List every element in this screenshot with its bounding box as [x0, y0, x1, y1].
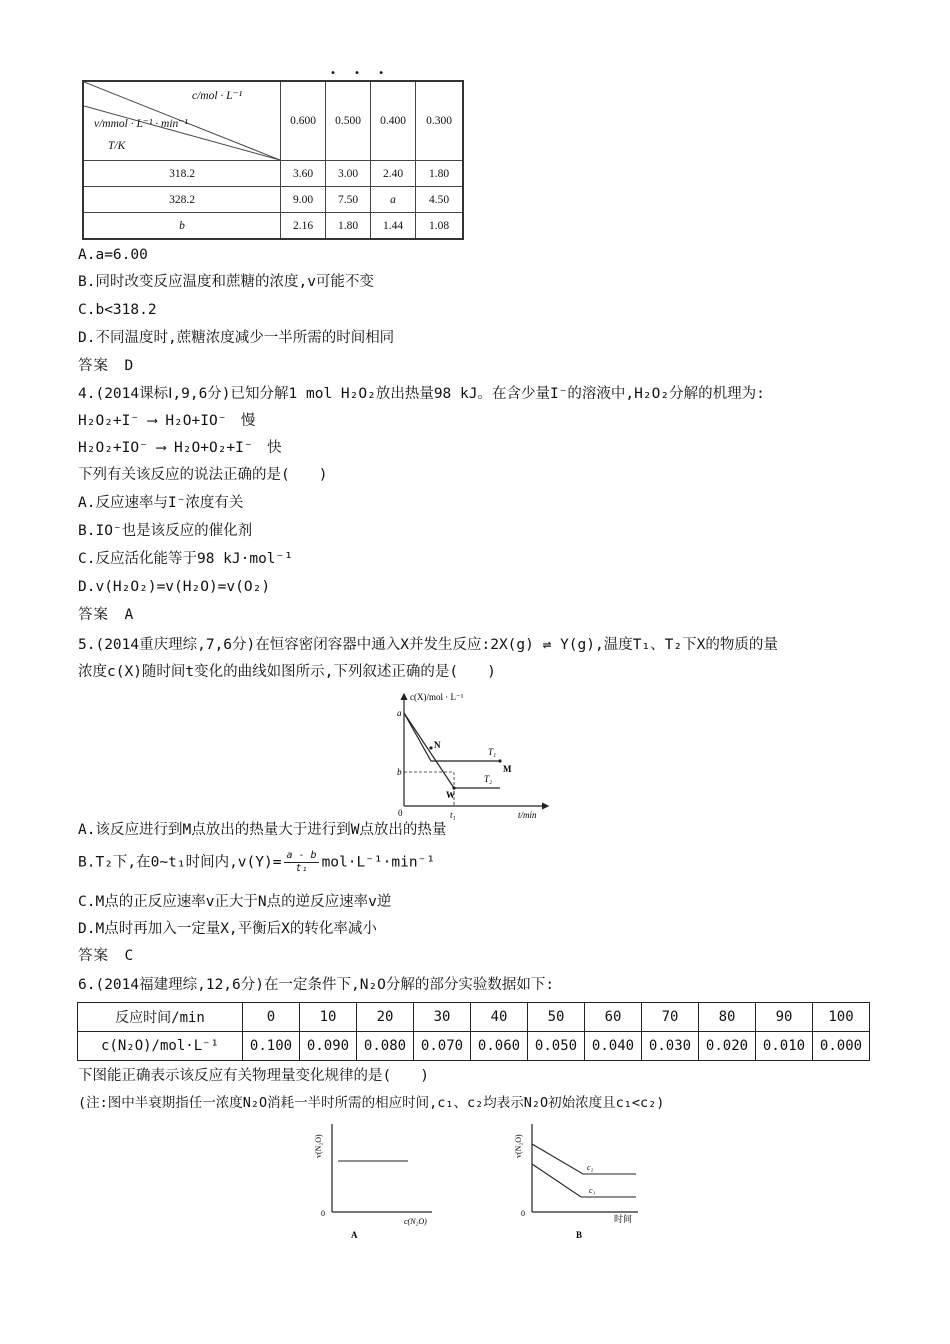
- table-row: [83, 187, 463, 213]
- arrow-icon: ⟶: [156, 440, 166, 456]
- point-N: [429, 746, 432, 749]
- time-cell: 0: [243, 1003, 300, 1032]
- y-axis-label: c(X)/mol · L⁻¹: [410, 692, 464, 702]
- x-axis-label: c(N₂O): [404, 1217, 427, 1226]
- row-T: 318.2: [83, 161, 281, 187]
- row-label-time: 反应时间/min: [78, 1003, 243, 1032]
- table-corner-header: [83, 81, 281, 161]
- caption-a: A: [351, 1230, 358, 1240]
- header-v: v/mmol · L⁻¹ · min⁻¹: [94, 118, 188, 130]
- c1-curve: [532, 1164, 636, 1197]
- q3-option-b: B.同时改变反应温度和蔗糖的浓度,v可能不变: [78, 274, 374, 290]
- c2-label: c₂: [587, 1163, 594, 1172]
- cell: 9.00: [281, 187, 326, 213]
- q3-option-a: A.a=6.00: [78, 247, 148, 263]
- q5-stem-a: 5.(2014重庆理综,7,6分)在恒容密闭容器中通入X并发生反应:2X(g): [78, 637, 534, 653]
- conc-header: 0.300: [416, 81, 464, 161]
- cell: 7.50: [326, 187, 371, 213]
- table-row: [83, 213, 463, 240]
- q4-option-d: D.v(H₂O₂)=v(H₂O)=v(O₂): [78, 579, 271, 595]
- W-label: W: [446, 790, 455, 800]
- header-T: T/K: [108, 140, 126, 152]
- q5-option-b: [78, 850, 435, 875]
- q4-step2: [78, 438, 282, 458]
- q4-step1-right: H₂O+IO⁻ 慢: [165, 413, 256, 429]
- n2o-data-table: [77, 1002, 870, 1061]
- q5-stem-b: Y(g),温度T₁、T₂下X的物质的量: [560, 637, 778, 653]
- y-axis-label: v(N₂O): [314, 1134, 323, 1158]
- q4-ask: 下列有关该反应的说法正确的是( ): [78, 467, 328, 483]
- table-row: [78, 1003, 870, 1032]
- time-cell: 40: [471, 1003, 528, 1032]
- cell: 3.00: [326, 161, 371, 187]
- time-cell: 90: [756, 1003, 813, 1032]
- q5-answer: 答案 C: [78, 948, 135, 964]
- time-cell: 10: [300, 1003, 357, 1032]
- q5-option-d: D.M点时再加入一定量X,平衡后X的转化率减小: [78, 921, 377, 937]
- q5-stem-line2: 浓度c(X)随时间t变化的曲线如图所示,下列叙述正确的是( ): [78, 664, 496, 680]
- q4-step1: [78, 411, 255, 431]
- q6-graph-a: [312, 1118, 442, 1242]
- conc-header: 0.400: [371, 81, 416, 161]
- conc-header: 0.500: [326, 81, 371, 161]
- q5-option-b-post: mol·L⁻¹·min⁻¹: [321, 854, 436, 871]
- point-M: [498, 759, 501, 762]
- conc-cell: 0.040: [585, 1032, 642, 1061]
- T2-label: T₂: [484, 774, 493, 784]
- a-label: a: [397, 708, 402, 718]
- q4-step1-left: H₂O₂+I⁻: [78, 413, 140, 429]
- cell: 1.08: [416, 213, 464, 240]
- rate-table: [82, 80, 464, 240]
- T1-label: T₁: [488, 747, 497, 757]
- row-label-conc: c(N₂O)/mol·L⁻¹: [78, 1032, 243, 1061]
- q6-graph-b: [510, 1118, 650, 1242]
- conc-cell: 0.070: [414, 1032, 471, 1061]
- table-row: [78, 1032, 870, 1061]
- cell: 1.80: [416, 161, 464, 187]
- conc-header: 0.600: [281, 81, 326, 161]
- x-axis-label: 时间: [614, 1214, 633, 1224]
- x-axis-label: t/min: [518, 810, 537, 820]
- row-T: b: [83, 213, 281, 240]
- cell: 4.50: [416, 187, 464, 213]
- q5-stem-line1: [78, 635, 778, 655]
- origin-label: 0: [321, 1209, 325, 1218]
- q6-note: (注:图中半衰期指任一浓度N₂O消耗一半时所需的相应时间,c₁、c₂均表示N₂O初始浓度且c₁<c₂): [78, 1095, 665, 1111]
- M-label: M: [503, 764, 512, 774]
- equilibrium-arrow-icon: ⇌: [542, 637, 552, 653]
- time-cell: 70: [642, 1003, 699, 1032]
- T1-curve: [404, 713, 500, 761]
- conc-cell: 0.060: [471, 1032, 528, 1061]
- q5-option-a: A.该反应进行到M点放出的热量大于进行到W点放出的热量: [78, 822, 447, 838]
- cell: 1.80: [326, 213, 371, 240]
- N-label: N: [434, 740, 441, 750]
- time-cell: 50: [528, 1003, 585, 1032]
- q4-step2-left: H₂O₂+IO⁻: [78, 440, 148, 456]
- caption-b: B: [576, 1230, 583, 1240]
- page-dots: • • •: [330, 68, 391, 79]
- cell: 1.44: [371, 213, 416, 240]
- conc-cell: 0.090: [300, 1032, 357, 1061]
- q5-option-c: C.M点的正反应速率v正大于N点的逆反应速率v逆: [78, 894, 392, 910]
- fraction-numerator: a - b: [286, 850, 317, 861]
- time-cell: 20: [357, 1003, 414, 1032]
- row-T: 328.2: [83, 187, 281, 213]
- q4-option-a: A.反应速率与I⁻浓度有关: [78, 495, 244, 511]
- conc-cell: 0.050: [528, 1032, 585, 1061]
- q4-step2-right: H₂O+O₂+I⁻ 快: [174, 440, 282, 456]
- time-cell: 100: [813, 1003, 870, 1032]
- q4-answer: 答案 A: [78, 607, 135, 623]
- conc-cell: 0.080: [357, 1032, 414, 1061]
- origin-label: 0: [521, 1209, 525, 1218]
- q6-ask: 下图能正确表示该反应有关物理量变化规律的是( ): [78, 1068, 429, 1084]
- c1-label: c₁: [589, 1186, 596, 1195]
- c2-curve: [532, 1144, 636, 1174]
- conc-cell: 0.020: [699, 1032, 756, 1061]
- table-row: [83, 161, 463, 187]
- time-cell: 30: [414, 1003, 471, 1032]
- q4-option-b: B.IO⁻也是该反应的催化剂: [78, 523, 253, 539]
- conc-cell: 0.100: [243, 1032, 300, 1061]
- cell: 2.40: [371, 161, 416, 187]
- q4-stem: 4.(2014课标Ⅰ,9,6分)已知分解1 mol H₂O₂放出热量98 kJ。在含少量I⁻的溶液中,H₂O₂分解的机理为:: [78, 386, 765, 402]
- conc-cell: 0.000: [813, 1032, 870, 1061]
- fraction: [284, 850, 318, 875]
- arrow-icon: ⟶: [147, 413, 157, 429]
- q5-concentration-graph: [390, 688, 560, 826]
- b-label: b: [397, 767, 402, 777]
- time-cell: 60: [585, 1003, 642, 1032]
- origin-label: 0: [398, 808, 403, 818]
- header-c: c/mol · L⁻¹: [192, 90, 243, 102]
- y-axis-label: v(N₂O): [514, 1134, 523, 1158]
- q3-option-c: C.b<318.2: [78, 302, 157, 318]
- q5-option-b-pre: B.T₂下,在0~t₁时间内,v(Y)=: [78, 854, 282, 871]
- q3-answer: 答案 D: [78, 358, 135, 374]
- fraction-denominator: t₁: [295, 863, 308, 874]
- cell: a: [371, 187, 416, 213]
- t1-label: t₁: [450, 810, 456, 820]
- cell: 3.60: [281, 161, 326, 187]
- time-cell: 80: [699, 1003, 756, 1032]
- cell: 2.16: [281, 213, 326, 240]
- q6-stem: 6.(2014福建理综,12,6分)在一定条件下,N₂O分解的部分实验数据如下:: [78, 977, 555, 993]
- q4-option-c: C.反应活化能等于98 kJ·mol⁻¹: [78, 551, 293, 567]
- conc-cell: 0.010: [756, 1032, 813, 1061]
- q3-option-d: D.不同温度时,蔗糖浓度减少一半所需的时间相同: [78, 330, 395, 346]
- conc-cell: 0.030: [642, 1032, 699, 1061]
